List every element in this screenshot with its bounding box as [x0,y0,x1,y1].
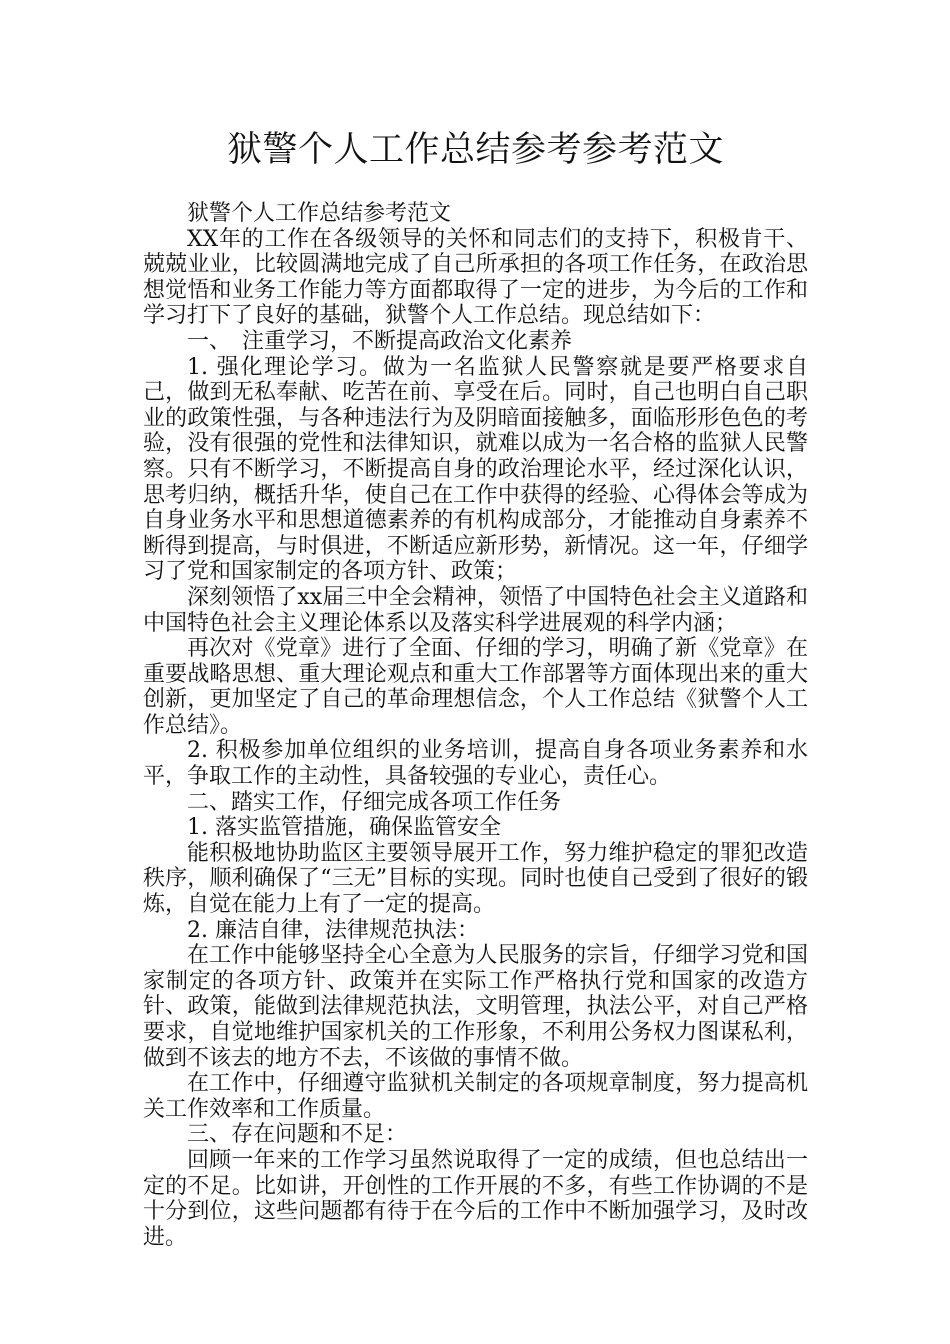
paragraph-party-constitution: 再次对《党章》进行了全面、仔细的学习，明确了新《党章》在重要战略思想、重大理论观点和重大工作部署等方面体现出来的重大创新，更加坚定了自己的革命理想信念，个人工作总结《狱警个人工作总结》。 [143,636,808,738]
paragraph-supervision: 能积极地协助监区主要领导展开工作，努力维护稳定的罪犯改造秩序，顺利确保了“三无”目标的实现。同时也使自己受到了很好的锻炼，自觉在能力上有了一定的提高。 [143,840,808,918]
subheading-integrity: 2. 廉洁自律，法律规范执法： [187,917,479,943]
document-page [143,0,808,1250]
section-heading-1: 一、 注重学习，不断提高政治文化素养 [187,328,573,354]
paragraph-subtitle: 狱警个人工作总结参考范文 [187,201,452,226]
paragraph-theory-study: 1. 强化理论学习。做为一名监狱人民警察就是要严格要求自己，做到无私奉献、吃苦在前、享受在后。同时，自己也明白自己职业的政策性强，与各种违法行为及阴暗面接触多，面临形形色色的考验，没有很强的党性和法律知识，就难以成为一名合格的监狱人民警察。只有不断学习，不断提高自身的政治理论水平，经过深化认识，思考归纳，概括升华，使自己在工作中获得的经验、心得体会等成为自身业务水平和思想道德素养的有机构成部分，才能推动自身素养不断得到提高，与时俱进，不断适应新形势，新情况。这一年，仔细学习了党和国家制定的各项方针、政策； [143,354,808,585]
paragraph-plenary-session: 深刻领悟了xx届三中全会精神，领悟了中国特色社会主义道路和中国特色社会主义理论体系以及落实科学进展观的科学内涵； [143,584,808,636]
subheading-supervision: 1. 落实监管措施，确保监管安全 [187,815,501,841]
paragraph-intro: XX年的工作在各级领导的关怀和同志们的支持下，积极肯干、兢兢业业，比较圆满地完成了自己所承担的各项工作任务，在政治思想觉悟和业务工作能力等方面都取得了一定的进步，为今后的工作和学习打下了良好的基础，狱警个人工作总结。现总结如下： [143,226,808,329]
document-body [143,201,808,1250]
section-heading-2: 二、踏实工作，仔细完成各项工作任务 [187,789,562,815]
paragraph-training: 2. 积极参加单位组织的业务培训，提高自身各项业务素养和水平，争取工作的主动性，具备较强的专业心，责任心。 [143,738,808,790]
paragraph-regulations: 在工作中，仔细遵守监狱机关制定的各项规章制度，努力提高机关工作效率和工作质量。 [143,1071,808,1122]
paragraph-shortcomings: 回顾一年来的工作学习虽然说取得了一定的成绩，但也总结出一定的不足。比如讲，开创性的工作开展的不多，有些工作协调的不是十分到位，这些问题都有待于在今后的工作中不断加强学习，及时改进。 [143,1147,808,1250]
paragraph-integrity: 在工作中能够坚持全心全意为人民服务的宗旨，仔细学习党和国家制定的各项方针、政策并在实际工作严格执行党和国家的改造方针、政策，能做到法律规范执法，文明管理，执法公平，对自己严格要求，自觉地维护国家机关的工作形象，不利用公务权力图谋私利，做到不该去的地方不去，不该做的事情不做。 [143,943,808,1071]
section-heading-3: 三、存在问题和不足： [187,1122,408,1148]
document-title: 狱警个人工作总结参考参考范文 [226,130,724,170]
